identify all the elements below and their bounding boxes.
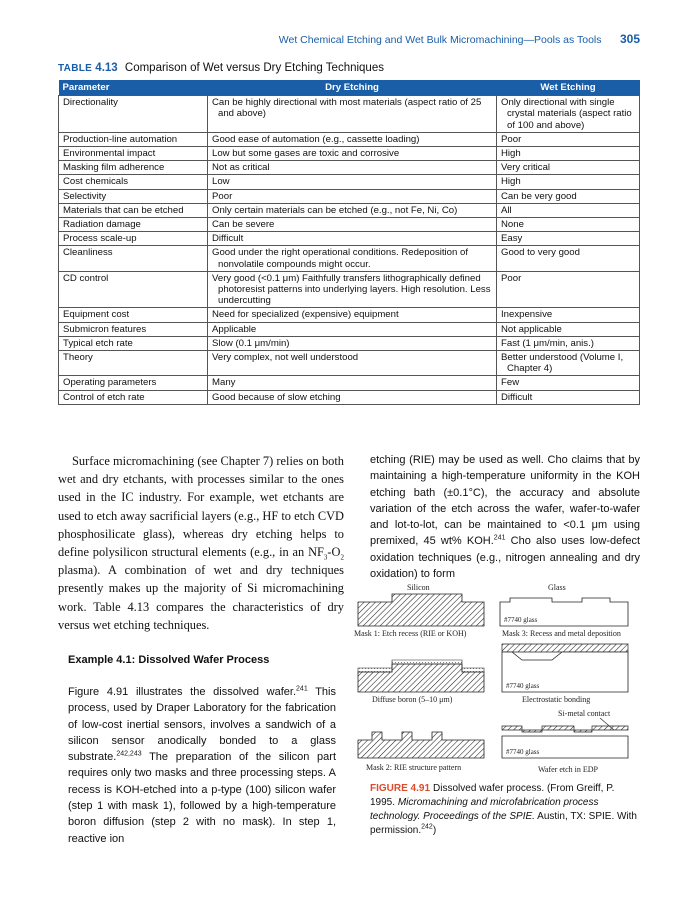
cell-parameter (59, 132, 208, 146)
cell-dry (208, 308, 497, 322)
cell-dry (208, 322, 497, 336)
table-caption (58, 62, 384, 74)
cell-wet (497, 218, 640, 232)
cell-text: Production-line automation (63, 133, 178, 145)
body-left-paragraph (58, 452, 344, 634)
formula-o: -O (327, 545, 341, 560)
body-text: This process, used by Draper Laboratory for the fabrication of low-cost inertial sensors, involves a sandwich of a silicon sensor anodically bonded to a glass substrate. (68, 686, 336, 764)
table-row (59, 161, 640, 175)
table-row (59, 96, 640, 133)
cell-text: Masking film adherence (63, 162, 165, 174)
table-row (59, 322, 640, 336)
cell-wet (497, 336, 640, 350)
table-label: TABLE (58, 63, 93, 74)
label-metal: Si-metal contact (558, 709, 611, 718)
cell-wet (497, 175, 640, 189)
body-text: Surface micromachining (see Chapter 7) relies on both wet and dry etchants, with processes similar to the ones used in the IC industry. For example, wet etchants are used to etch away sacrificial layers (e.g., HF to etch CVD phosphosilicate glass), whereas dry etching helps to define polysilicon structural elements (e.g., in an (58, 454, 344, 560)
label-diffuse: Diffuse boron (5–10 μm) (372, 695, 453, 704)
citation: 241 (296, 685, 308, 693)
cell-dry (208, 351, 497, 376)
running-title: Wet Chemical Etching and Wet Bulk Micromachining—Pools as Tools (278, 34, 602, 46)
cell-text: Poor (212, 190, 233, 202)
citation: 242 (421, 823, 433, 831)
cell-wet (497, 189, 640, 203)
running-header (0, 30, 640, 48)
label-mask2: Mask 2: RIE structure pattern (366, 763, 462, 772)
cell-text: Very complex, not well understood (212, 352, 359, 364)
caption-italic: Micromachining and microfabrication process technology. Proceedings of the SPIE. (370, 797, 599, 822)
cell-text: Poor (501, 133, 522, 145)
cell-text: Equipment cost (63, 309, 130, 321)
cell-text: Good because of slow etching (212, 391, 341, 403)
figure-label: FIGURE 4.91 (370, 783, 431, 794)
cell-parameter (59, 218, 208, 232)
cell-dry (208, 246, 497, 271)
cell-text: CD control (63, 272, 109, 284)
cell-wet (497, 147, 640, 161)
cell-text: Theory (63, 352, 93, 364)
table-row (59, 218, 640, 232)
cell-dry (208, 203, 497, 217)
caption-text: Austin, TX: SPIE. With permission. (370, 811, 637, 836)
table-row (59, 203, 640, 217)
cell-wet (497, 232, 640, 246)
header-wet: Wet Etching (497, 80, 640, 96)
label-edp: Wafer etch in EDP (538, 765, 598, 774)
citation: 241 (493, 534, 506, 542)
cell-text: Operating parameters (63, 377, 157, 389)
cell-text: Not as critical (212, 162, 270, 174)
cell-wet (497, 322, 640, 336)
cell-text: Very good (<0.1 μm) Faithfully transfers lithographically defined photoresist patterns into underlying layers. High resolution. Less undercutting (212, 272, 491, 307)
silicon-wafer-step3 (358, 732, 484, 758)
cell-dry (208, 147, 497, 161)
cell-text: Radiation damage (63, 219, 141, 231)
body-text: The preparation of the silicon part requires only two masks and three processing steps. A recess is KOH-etched into a p-type (100) silicon wafer (step 1 with mask 1), followed by a high-temperature boron diffusion (step 2 with no mask). In step 1, reactive ion (68, 751, 336, 845)
cell-text: Difficult (501, 391, 533, 403)
table-header-row (59, 80, 640, 96)
table-row (59, 147, 640, 161)
cell-text: Very critical (501, 162, 551, 174)
table-row (59, 189, 640, 203)
cell-text: Materials that can be etched (63, 204, 184, 216)
cell-text: Many (212, 377, 236, 389)
cell-text: Need for specialized (expensive) equipment (212, 309, 399, 321)
table-title: Comparison of Wet versus Dry Etching Techniques (124, 62, 384, 74)
cell-text: Only certain materials can be etched (e.g., not Fe, Ni, Co) (212, 204, 458, 216)
cell-dry (208, 271, 497, 308)
body-text: etching (RIE) may be used as well. Cho claims that by maintaining a high-temperature uniformity in the KOH etching bath (±0.1°C), the accuracy and absolute variation of the etch across the wafer, wafer-to-wafer and lot-to-lot, can be maintained to <0.1 μm using premixed, 45 wt% KOH. (370, 454, 640, 548)
page-number: 305 (619, 32, 640, 46)
cell-wet (497, 376, 640, 390)
cell-parameter (59, 161, 208, 175)
cell-text: Submicron features (63, 323, 147, 335)
cell-text: Better understood (Volume I, Chapter 4) (501, 352, 624, 375)
label-mask1: Mask 1: Etch recess (RIE or KOH) (354, 629, 467, 638)
table-row (59, 232, 640, 246)
table-row (59, 390, 640, 404)
label-mask3: Mask 3: Recess and metal deposition (502, 629, 621, 638)
header-dry: Dry Etching (208, 80, 497, 96)
cell-text: Applicable (212, 323, 257, 335)
cell-parameter (59, 308, 208, 322)
table-body (59, 96, 640, 405)
cell-parameter (59, 271, 208, 308)
header-parameter: Parameter (59, 80, 208, 96)
cell-text: All (501, 204, 512, 216)
cell-wet (497, 271, 640, 308)
cell-parameter (59, 351, 208, 376)
body-text: Cho also uses low-defect oxidation techniques (e.g., nitrogen annealing and dry oxidation) to form (370, 535, 640, 581)
table-row (59, 132, 640, 146)
cell-dry (208, 189, 497, 203)
cell-wet (497, 96, 640, 133)
label-silicon: Silicon (407, 583, 430, 592)
cell-parameter (59, 390, 208, 404)
cell-dry (208, 218, 497, 232)
citation: 242,243 (116, 750, 142, 758)
cell-parameter (59, 147, 208, 161)
cell-wet (497, 308, 640, 322)
caption-text: ) (432, 825, 437, 836)
table-number: 4.13 (95, 62, 118, 74)
cell-dry (208, 175, 497, 189)
cell-text: High (501, 176, 521, 188)
label-glass-7740-a: #7740 glass (504, 616, 538, 624)
cell-parameter (59, 376, 208, 390)
cell-text: Can be very good (501, 190, 577, 202)
cell-parameter (59, 189, 208, 203)
cell-text: Typical etch rate (63, 337, 133, 349)
example-title: Example 4.1: Dissolved Wafer Process (68, 654, 270, 666)
cell-parameter (59, 322, 208, 336)
comparison-table (58, 80, 640, 405)
cell-dry (208, 232, 497, 246)
cell-dry (208, 336, 497, 350)
table-row (59, 336, 640, 350)
cell-dry (208, 390, 497, 404)
body-right-paragraph (370, 452, 640, 582)
figure-caption (370, 782, 642, 838)
cell-text: Cost chemicals (63, 176, 129, 188)
cell-text: Easy (501, 233, 523, 245)
body-text: Figure 4.91 illustrates the dissolved wafer. (68, 686, 297, 698)
cell-text: Good to very good (501, 247, 580, 259)
cell-dry (208, 132, 497, 146)
cell-parameter (59, 336, 208, 350)
figure-dissolved-wafer (352, 580, 642, 780)
cell-parameter (59, 203, 208, 217)
cell-text: Control of etch rate (63, 391, 145, 403)
cell-parameter (59, 232, 208, 246)
cell-text: Slow (0.1 μm/min) (212, 337, 290, 349)
cell-wet (497, 161, 640, 175)
formula-sub: 2 (340, 553, 344, 562)
table-row (59, 271, 640, 308)
cell-text: Only directional with single crystal materials (aspect ratio of 100 and above) (501, 97, 632, 131)
formula-sub: 3 (323, 553, 328, 562)
caption-text: Dissolved wafer process. (From Greiff, P. 1995. (370, 783, 615, 808)
cell-text: Difficult (212, 233, 244, 245)
cell-text: None (501, 219, 524, 231)
cell-text: Can be severe (212, 219, 275, 231)
cell-parameter (59, 175, 208, 189)
cell-wet (497, 246, 640, 271)
released-structure (502, 726, 628, 732)
table-row (59, 351, 640, 376)
cell-text: Directionality (63, 97, 118, 109)
label-glass-7740-c: #7740 glass (506, 748, 540, 756)
cell-dry (208, 376, 497, 390)
bonded-silicon (502, 644, 628, 652)
process-diagram (352, 580, 642, 780)
cell-text: Can be highly directional with most materials (aspect ratio of 25 and above) (212, 97, 482, 120)
cell-text: Environmental impact (63, 148, 156, 160)
cell-text: Low but some gases are toxic and corrosive (212, 148, 400, 160)
cell-text: Good ease of automation (e.g., cassette loading) (212, 133, 420, 145)
cell-text: Few (501, 377, 520, 389)
cell-text: High (501, 148, 521, 160)
table-row (59, 308, 640, 322)
body-text: plasma). A combination of wet and dry techniques presently makes up the majority of Si micromachining work. Table 4.13 compares the characteristics of dry versus wet etching techniques. (58, 563, 344, 632)
label-bonding: Electrostatic bonding (522, 695, 591, 704)
cell-text: Fast (1 μm/min, anis.) (501, 337, 594, 349)
cell-text: Poor (501, 272, 522, 284)
cell-dry (208, 161, 497, 175)
table-row (59, 175, 640, 189)
cell-parameter (59, 246, 208, 271)
label-glass-7740-b: #7740 glass (506, 682, 540, 690)
cell-text: Not applicable (501, 323, 562, 335)
cell-text: Cleanliness (63, 247, 113, 259)
cell-text: Process scale-up (63, 233, 137, 245)
cell-wet (497, 132, 640, 146)
silicon-wafer-step1 (358, 594, 484, 626)
cell-text: Inexpensive (501, 309, 553, 321)
example-paragraph (68, 684, 336, 847)
cell-text: Good under the right operational conditions. Redeposition of nonvolatile compounds might occur. (212, 247, 469, 270)
cell-wet (497, 390, 640, 404)
cell-wet (497, 351, 640, 376)
cell-text: Selectivity (63, 190, 107, 202)
cell-text: Low (212, 176, 230, 188)
cell-wet (497, 203, 640, 217)
table-row (59, 376, 640, 390)
label-glass: Glass (548, 583, 566, 592)
cell-dry (208, 96, 497, 133)
cell-parameter (59, 96, 208, 133)
formula-nf: NF (308, 545, 324, 560)
table-row (59, 246, 640, 271)
